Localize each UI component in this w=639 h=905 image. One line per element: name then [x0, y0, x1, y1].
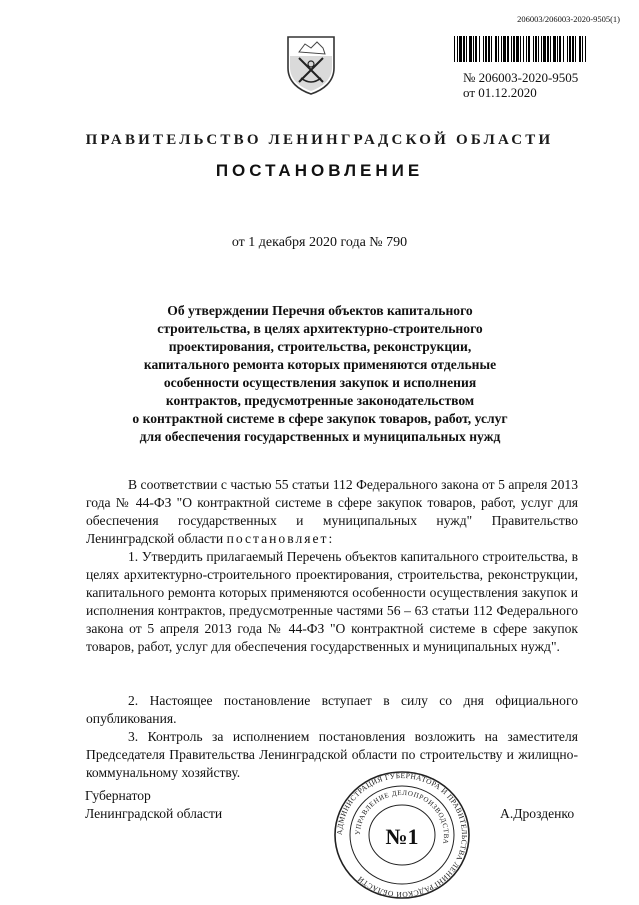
document-title [90, 302, 550, 446]
barcode-bar [516, 36, 519, 62]
organization-name: ПРАВИТЕЛЬСТВО ЛЕНИНГРАДСКОЙ ОБЛАСТИ [85, 132, 554, 148]
position-line: Губернатор [85, 788, 151, 803]
official-seal [332, 770, 472, 900]
title-line: капитального ремонта которых применяются отдельные [143, 357, 497, 372]
barcode-bar [575, 36, 576, 62]
registration-code: 206003/206003-2020-9505(1) [517, 14, 620, 24]
barcode-bar [488, 36, 490, 62]
barcode-bar [582, 36, 583, 62]
signatory-position [85, 787, 222, 823]
barcode-bar [572, 36, 574, 62]
barcode-bar [485, 36, 487, 62]
title-line: для обеспечения государственных и муниципальных нужд [139, 429, 501, 444]
barcode-bar [475, 36, 477, 62]
barcode-bar [513, 36, 515, 62]
barcode-bar [579, 36, 581, 62]
point-3-paragraph: 3. Контроль за исполнением постановления возложить на заместителя Председателя Правительства Ленинградской области по строительству и жилищно-коммунальному хозяйству. [86, 729, 578, 780]
barcode-bar [463, 36, 465, 62]
barcode-bar [479, 36, 480, 62]
point-1-paragraph: 1. Утвердить прилагаемый Перечень объектов капитального строительства, в целях архитектурно-строительного проектирования, строительства, реконструкции, капитального ремонта которых применяются особенности осуществления закупок и исполнения контрактов, предусмотренные частями 56 – 63 статьи 112 Федерального закона от 5 апреля 2013 года № 44-ФЗ "О контрактной системе в сфере закупок товаров, работ, услуг для обеспечения государственных и муниципальных нужд". [86, 549, 578, 654]
barcode-bar [520, 36, 521, 62]
barcode-bar [457, 36, 458, 62]
barcode-bar [466, 36, 467, 62]
signatory-name: А.Дрозденко [500, 806, 575, 821]
barcode-bar [547, 36, 549, 62]
preamble-text: В соответствии с частью 55 статьи 112 Федерального закона от 5 апреля 2013 года № 44-ФЗ "О контрактной системе в сфере закупок товаров, работ, услуг для обеспечения государственных и муниципальных нужд" Правительство Ленинградской области [86, 477, 578, 546]
seal-outer-text: АДМИНИСТРАЦИЯ ГУБЕРНАТОРА И ПРАВИТЕЛЬСТВА ЛЕНИНГРАДСКОЙ ОБЛАСТИ [334, 770, 470, 900]
barcode-bar [538, 36, 539, 62]
barcode-bar [585, 36, 586, 62]
barcode-bar [491, 36, 492, 62]
barcode-bar [523, 36, 524, 62]
document-type: ПОСТАНОВЛЕНИЕ [215, 161, 424, 180]
coat-of-arms-emblem [285, 34, 337, 96]
barcode-bar [495, 36, 497, 62]
barcode-bar [459, 36, 462, 62]
title-line: Об утверждении Перечня объектов капитального [167, 303, 473, 318]
registration-number: № 206003-2020-9505 [463, 70, 579, 85]
title-line: особенности осуществления закупок и исполнения [163, 375, 477, 390]
barcode-bar [473, 36, 474, 62]
document-date-number: от 1 декабря 2020 года № 790 [231, 235, 408, 250]
barcode-bar [503, 36, 506, 62]
barcode-bar [501, 36, 502, 62]
barcode-bar [533, 36, 534, 62]
barcode-bar [569, 36, 571, 62]
barcode-bar [454, 36, 455, 62]
barcode-bar [541, 36, 542, 62]
barcode-bar [557, 36, 558, 62]
barcode-bar [553, 36, 556, 62]
barcode-bar [559, 36, 561, 62]
barcode-bar [528, 36, 530, 62]
barcode-bar [543, 36, 546, 62]
barcode-bar [511, 36, 512, 62]
seal-inner-text: УПРАВЛЕНИЕ ДЕЛОПРОИЗВОДСТВА [353, 788, 451, 846]
barcode-bar [498, 36, 499, 62]
barcode [453, 36, 589, 62]
decree-word: постановляет: [226, 531, 335, 546]
registration-date: от 01.12.2020 [463, 85, 537, 100]
barcode-bar [567, 36, 568, 62]
barcode-bar [550, 36, 551, 62]
barcode-bar [483, 36, 484, 62]
position-line: Ленинградской области [85, 806, 223, 821]
title-line: проектирования, строительства, реконструкции, [168, 339, 472, 354]
barcode-bar [469, 36, 472, 62]
barcode-bar [526, 36, 527, 62]
barcode-bar [535, 36, 537, 62]
point-2-paragraph: 2. Настоящее постановление вступает в силу со дня официального опубликования. [86, 693, 578, 726]
seal-number: №1 [385, 824, 419, 849]
barcode-bar [507, 36, 509, 62]
title-line: строительства, в целях архитектурно-строительного [157, 321, 483, 336]
title-line: контрактов, предусмотренные законодательством [165, 393, 475, 408]
barcode-bar [563, 36, 564, 62]
title-line: о контрактной системе в сфере закупок товаров, работ, услуг [132, 411, 508, 426]
preamble-paragraph [86, 476, 578, 548]
